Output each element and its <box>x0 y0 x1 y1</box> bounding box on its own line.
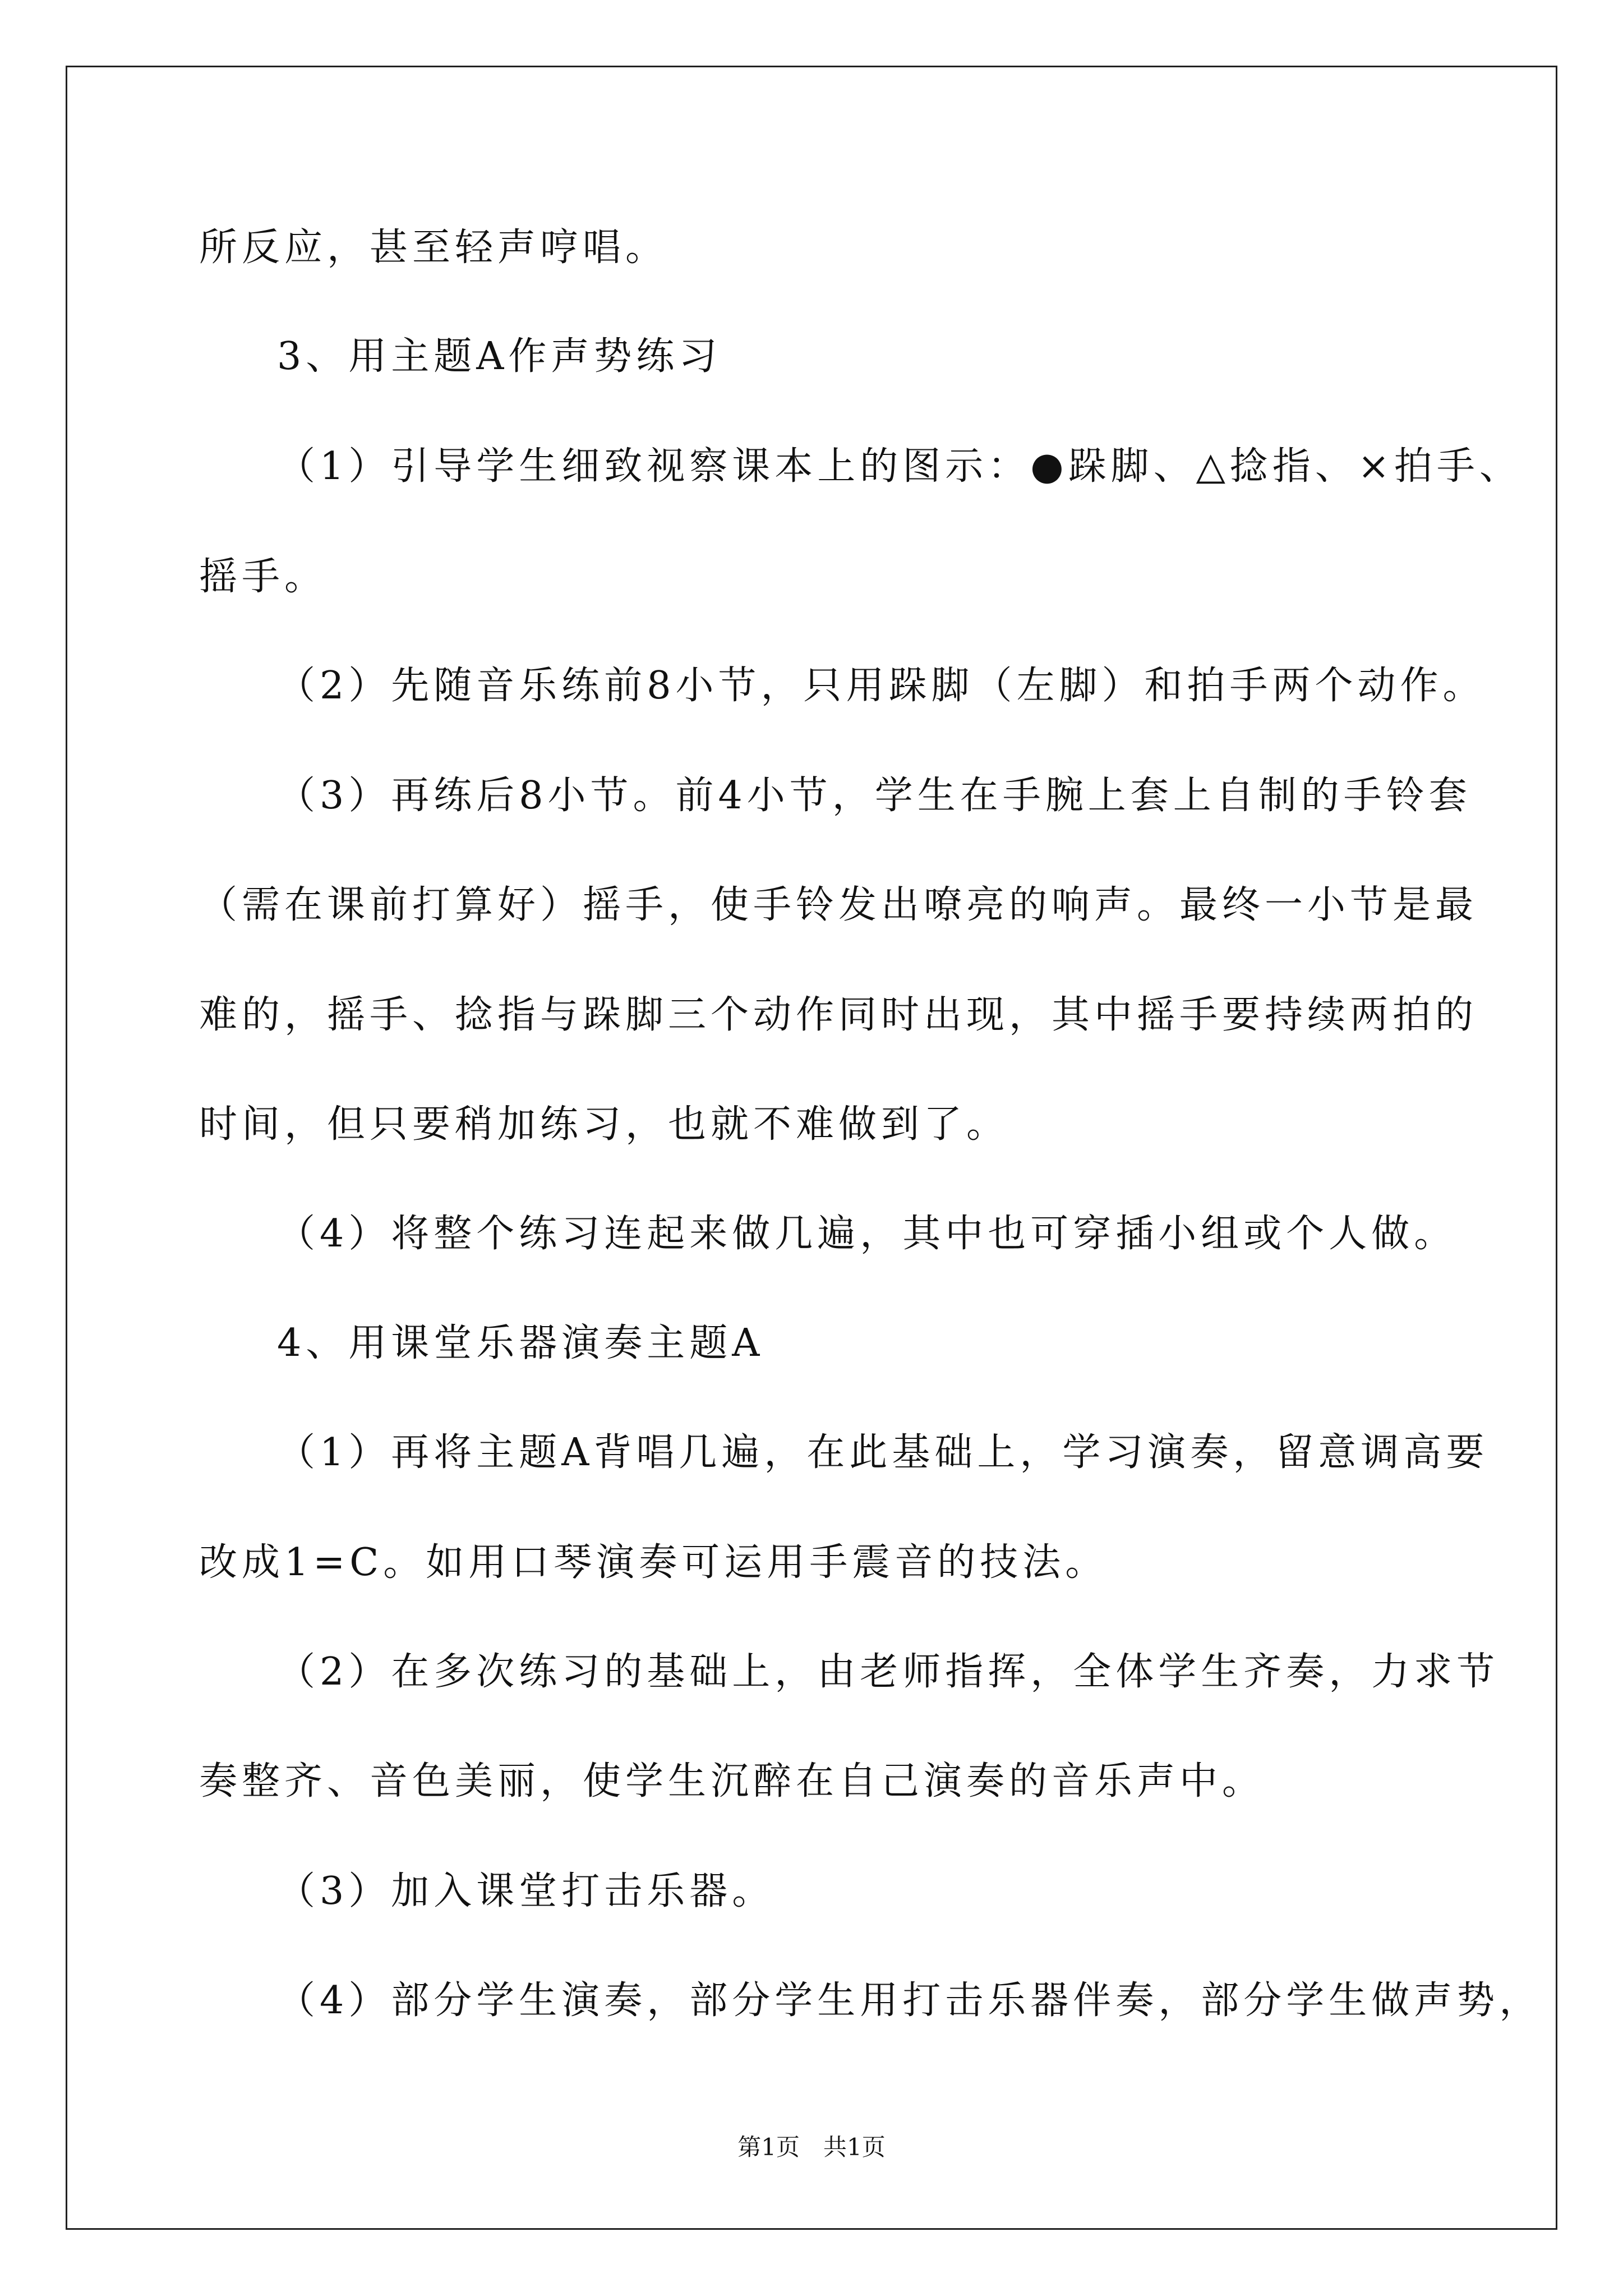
section-heading: 4、用课堂乐器演奏主题A <box>277 1321 764 1365</box>
paragraph-line: 难的，摇手、捻指与跺脚三个动作同时出现，其中摇手要持续两拍的 <box>199 993 1478 1037</box>
paragraph-line: （3）加入课堂打击乐器。 <box>277 1869 775 1913</box>
page-footer: 第1页 共1页 <box>737 2133 886 2161</box>
paragraph-line: （3）再练后8小节。前4小节，学生在手腕上套上自制的手铃套 <box>277 774 1472 818</box>
paragraph-line: （2）先随音乐练前8小节，只用跺脚（左脚）和拍手两个动作。 <box>277 664 1486 708</box>
paragraph-line: 所反应，甚至轻声哼唱。 <box>199 226 668 270</box>
paragraph-line: （4）将整个练习连起来做几遍，其中也可穿插小组或个人做。 <box>277 1212 1457 1256</box>
paragraph-line: （4）部分学生演奏，部分学生用打击乐器伴奏，部分学生做声势， <box>277 1978 1542 2023</box>
paragraph-line: 时间，但只要稍加练习，也就不难做到了。 <box>199 1102 1009 1147</box>
paragraph-line: （1）再将主题A背唱几遍，在此基础上，学习演奏，留意调高要 <box>277 1430 1489 1475</box>
paragraph-line: （需在课前打算好）摇手，使手铃发出嘹亮的响声。最终一小节是最 <box>199 883 1478 927</box>
paragraph-line: 奏整齐、音色美丽，使学生沉醉在自己演奏的音乐声中。 <box>199 1759 1265 1803</box>
section-heading: 3、用主题A作声势练习 <box>277 334 722 379</box>
paragraph-line: （1）引导学生细致视察课本上的图示：●跺脚、△捻指、×拍手、 <box>277 444 1522 489</box>
paragraph-line: （2）在多次练习的基础上，由老师指挥，全体学生齐奏，力求节 <box>277 1650 1500 1694</box>
paragraph-line: 摇手。 <box>199 555 328 599</box>
paragraph-line: 改成1=C。如用口琴演奏可运用手震音的技法。 <box>199 1540 1108 1585</box>
